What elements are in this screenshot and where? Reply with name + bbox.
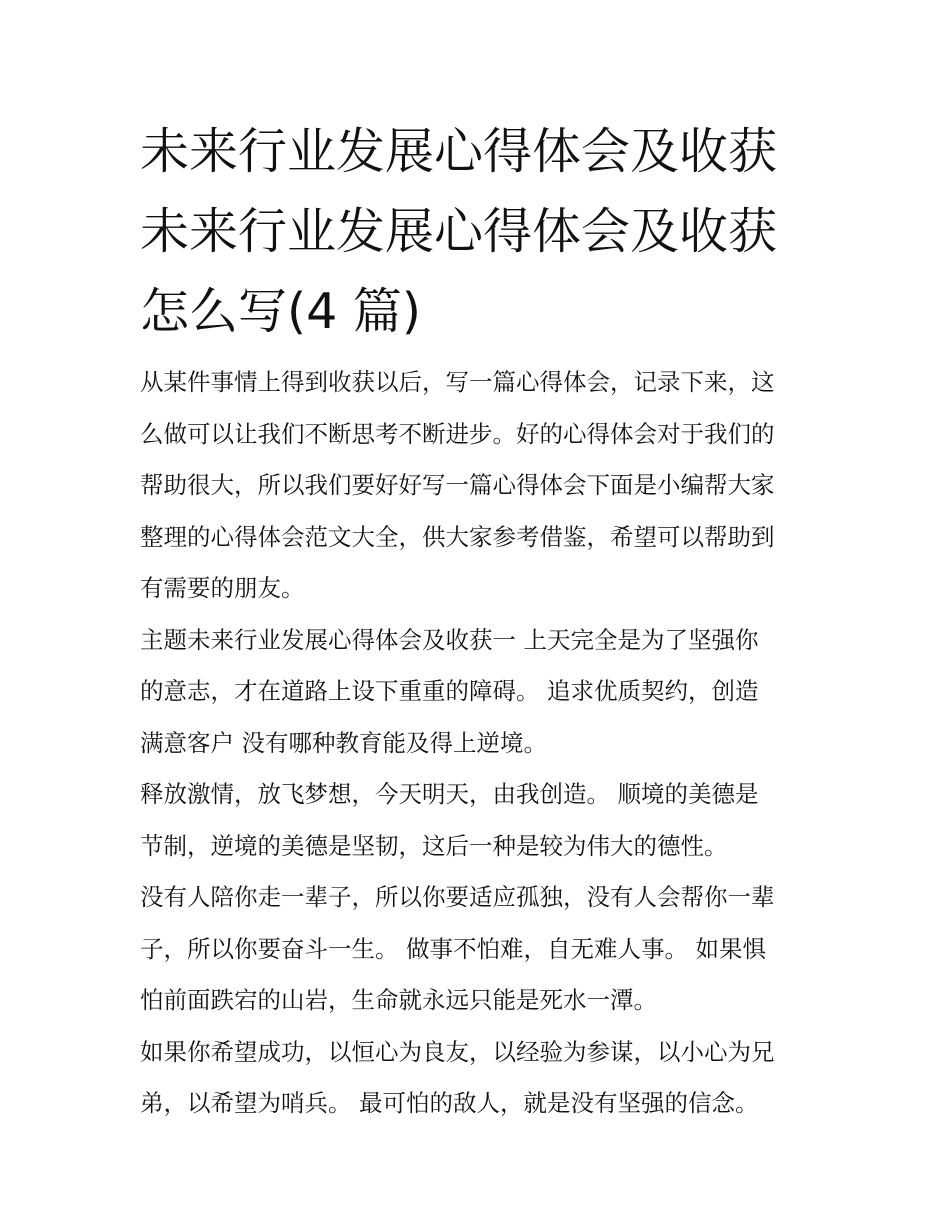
text-line: 怕前面跌宕的山岩，生命就永远只能是死水一潭。 [140,986,657,1014]
text-line: 没有人陪你走一辈子，所以你要适应孤独，没有人会帮你一辈 [140,883,775,911]
text-line: 整理的心得体会范文大全，供大家参考借鉴，希望可以帮助到 [140,522,775,551]
paragraph-theme [140,615,820,770]
document-title [140,112,820,352]
text-line: 主题未来行业发展心得体会及收获一 上天完全是为了坚强你 [140,625,759,654]
text-line: 子，所以你要奋斗一生。 做事不怕难，自无难人事。 如果惧 [140,934,766,963]
text-line: 如果你希望成功，以恒心为良友，以经验为参谋，以小心为兄 [140,1037,775,1066]
text-line: 满意客户 没有哪种教育能及得上逆境。 [140,728,547,757]
text-line: 帮助很大，所以我们要好好写一篇心得体会下面是小编帮大家 [140,471,775,499]
title-line: 未来行业发展心得体会及收获 [140,123,778,180]
text-line: 弟，以希望为哨兵。 最可怕的敌人，就是没有坚强的信念。 [140,1089,759,1117]
paragraph-passion [140,769,820,872]
paragraph-intro [140,357,820,615]
paragraph-solitude [140,872,820,1027]
paragraph-success [140,1027,820,1130]
text-line: 的意志，才在道路上设下重重的障碍。 追求优质契约，创造 [140,677,759,705]
title-line: 未来行业发展心得体会及收获 [140,203,778,260]
text-line: 有需要的朋友。 [140,574,305,602]
text-line: 节制，逆境的美德是坚韧，这后一种是较为伟大的德性。 [140,831,728,860]
text-line: 释放激情，放飞梦想，今天明天，由我创造。 顺境的美德是 [140,780,759,808]
title-line: 怎么写(4 篇) [140,283,421,340]
text-line: 么做可以让我们不断思考不断进步。好的心得体会对于我们的 [140,419,775,448]
document-body [140,357,820,1130]
text-line: 从某件事情上得到收获以后，写一篇心得体会，记录下来，这 [140,368,775,396]
